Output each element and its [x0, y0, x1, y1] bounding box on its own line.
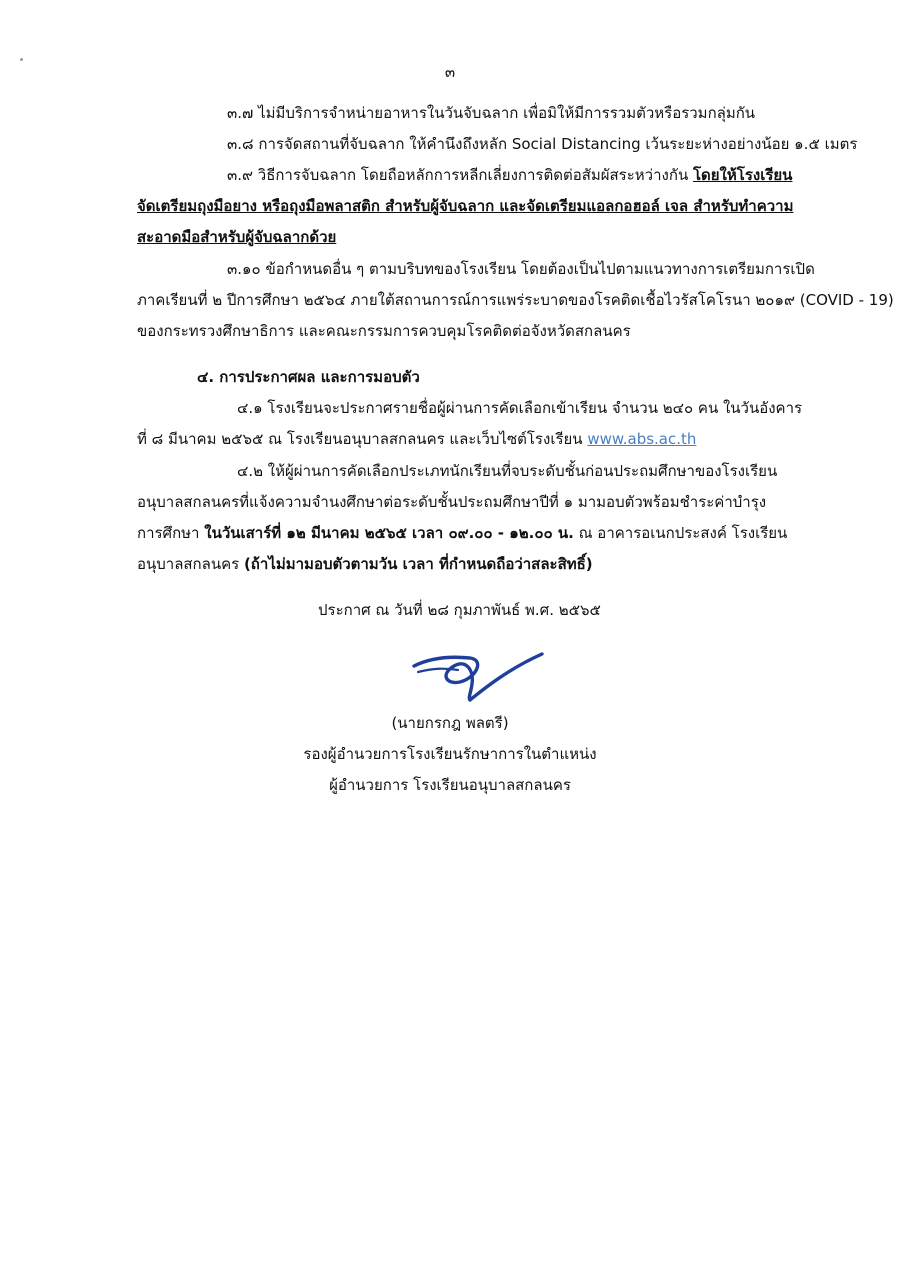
signatory-position-2: ผู้อำนวยการ โรงเรียนอนุบาลสกลนคร [329, 776, 571, 794]
item-3-9-line2: จัดเตรียมถุงมือยาง หรือถุงมือพลาสติก สำหรับผู้จับฉลาก และจัดเตรียมแอลกอฮอล์ เจล สำหรับทำความ [137, 197, 794, 215]
forfeit-notice: (ถ้าไม่มามอบตัวตามวัน เวลา ที่กำหนดถือว่าสละสิทธิ์) [243, 555, 593, 573]
page-number: ๓ [444, 63, 456, 81]
signatory-name: (นายกรกฎ พลตรี) [391, 714, 509, 732]
item-3-10-line3: ของกระทรวงศึกษาธิการ และคณะกรรมการควบคุมโรคติดต่อจังหวัดสกลนคร [137, 322, 631, 340]
item-4-2-text: การศึกษา [137, 524, 205, 542]
report-location: ณ อาคารอเนกประสงค์ โรงเรียน [573, 524, 788, 542]
announce-date: ประกาศ ณ วันที่ ๒๘ กุมภาพันธ์ พ.ศ. ๒๕๖๕ [318, 601, 601, 619]
school-website-link[interactable]: www.abs.ac.th [587, 430, 697, 448]
signatory-position-1: รองผู้อำนวยการโรงเรียนรักษาการในตำแหน่ง [303, 745, 597, 763]
signature-image [410, 644, 550, 704]
item-4-2-school: อนุบาลสกลนคร [137, 555, 244, 573]
item-4-2-line1: ๔.๒ ให้ผู้ผ่านการคัดเลือกประเภทนักเรียนที่จบระดับชั้นก่อนประถมศึกษาของโรงเรียน [237, 462, 778, 480]
item-3-8: ๓.๘ การจัดสถานที่จับฉลาก ให้คำนึงถึงหลัก Social Distancing เว้นระยะห่างอย่างน้อย ๑.๕ เมตร [227, 135, 858, 153]
item-3-9-text: ๓.๙ วิธีการจับฉลาก โดยถือหลักการหลีกเลี่ยงการติดต่อสัมผัสระหว่างกัน [227, 166, 693, 184]
item-4-1-line1: ๔.๑ โรงเรียนจะประกาศรายชื่อผู้ผ่านการคัดเลือกเข้าเรียน จำนวน ๒๔๐ คน ในวันอังคาร [237, 399, 803, 417]
item-4-2-line3 [137, 522, 787, 544]
item-3-9-line1 [227, 164, 792, 186]
item-3-10-line1: ๓.๑๐ ข้อกำหนดอื่น ๆ ตามบริบทของโรงเรียน โดยต้องเป็นไปตามแนวทางการเตรียมการเปิด [227, 260, 815, 278]
item-4-2-line2: อนุบาลสกลนครที่แจ้งความจำนงศึกษาต่อระดับชั้นประถมศึกษาปีที่ ๑ มามอบตัวพร้อมชำระค่าบำรุง [137, 493, 767, 511]
item-3-7: ๓.๗ ไม่มีบริการจำหน่ายอาหารในวันจับฉลาก เพื่อมิให้มีการรวมตัวหรือรวมกลุ่มกัน [227, 104, 756, 122]
item-4-1-line2 [137, 428, 696, 450]
item-3-10-line2: ภาคเรียนที่ ๒ ปีการศึกษา ๒๕๖๔ ภายใต้สถานการณ์การแพร่ระบาดของโรคติดเชื้อไวรัสโคโรนา ๒๐๑๙ (COVID - 19) [137, 291, 894, 309]
item-3-9-line3: สะอาดมือสำหรับผู้จับฉลากด้วย [137, 228, 337, 246]
report-date-time: ในวันเสาร์ที่ ๑๒ มีนาคม ๒๕๖๕ เวลา ๐๙.๐๐ - ๑๒.๐๐ น. [204, 524, 574, 542]
item-4-1-text: ที่ ๘ มีนาคม ๒๕๖๕ ณ โรงเรียนอนุบาลสกลนคร และเว็บไซต์โรงเรียน [137, 430, 588, 448]
item-4-2-line4 [137, 553, 593, 575]
item-3-9-bold-start: โดยให้โรงเรียน [692, 166, 793, 184]
section-4-heading: ๔. การประกาศผล และการมอบตัว [197, 368, 420, 386]
